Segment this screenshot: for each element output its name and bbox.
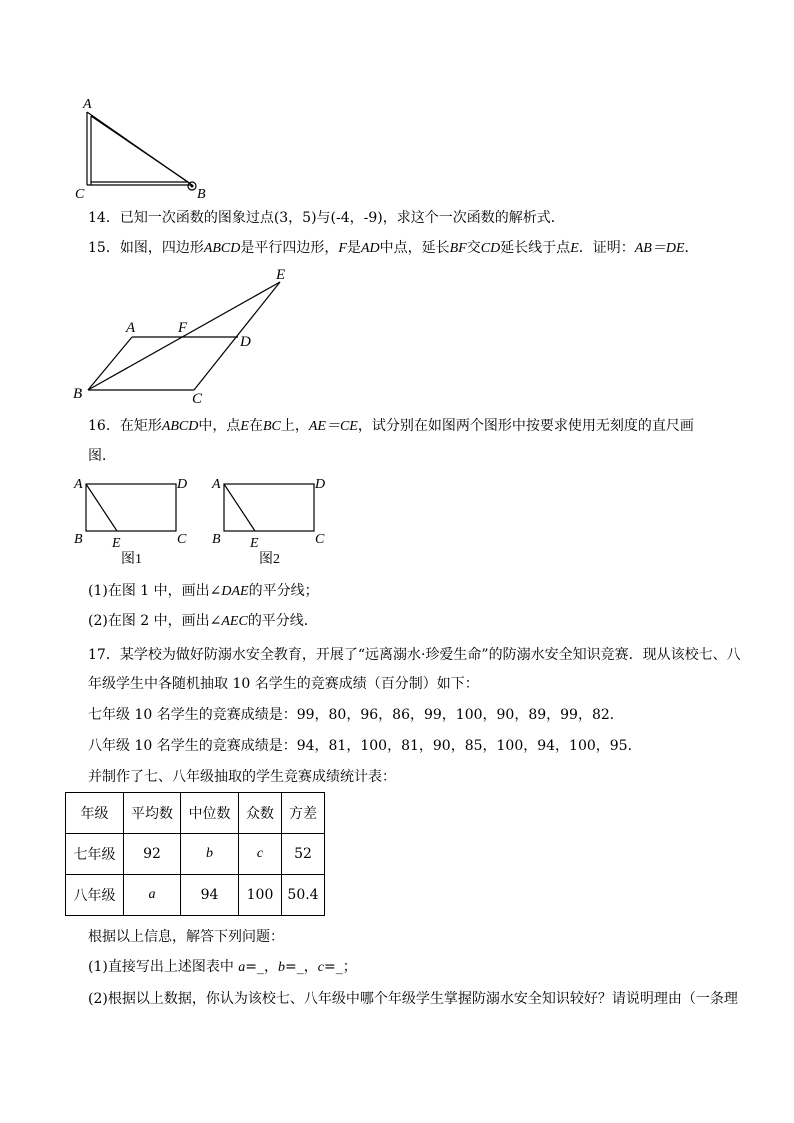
caption-fig2: 图2 xyxy=(259,552,280,567)
q17-var-a: a xyxy=(238,960,246,975)
q15-t5: 交 xyxy=(466,240,481,256)
rectangle-abcd xyxy=(224,484,314,531)
label-e: E xyxy=(250,536,259,551)
q15-t2: 是平行四边形， xyxy=(240,240,339,256)
cell-mean: a xyxy=(124,875,181,916)
q17-p1c: =_， xyxy=(245,959,279,975)
q15-cd: CD xyxy=(480,241,501,256)
q16-eq: AE＝CE xyxy=(308,419,358,434)
q16-figure-1 xyxy=(70,472,195,567)
q17-stats-table xyxy=(65,792,325,916)
q17-grade8-scores: 八年级 10 名学生的竞赛成绩是：94，81，100，81，90，85，100，94，100，95． xyxy=(88,738,642,754)
q16-p2c: 的平分线． xyxy=(247,613,318,629)
label-a: A xyxy=(212,477,221,492)
q16-p1-angle: ∠DAE xyxy=(209,584,249,599)
label-b: B xyxy=(212,532,221,547)
q16-t1: 16．在矩形 xyxy=(88,418,162,434)
q15-f: F xyxy=(338,241,347,256)
q15-t6: 延长线于点 xyxy=(500,240,571,256)
q16-p2a: (2)在图 2 中，画出 xyxy=(88,613,210,629)
q15-parallelogram-figure xyxy=(68,262,308,407)
q15-ad: AD xyxy=(360,241,380,256)
label-c: C xyxy=(315,532,325,547)
q16-t2: 中，点 xyxy=(198,418,241,434)
q15-t7: ．证明： xyxy=(578,240,635,256)
q16-figure-2 xyxy=(208,472,333,567)
table-header-row xyxy=(66,793,325,834)
q16-p2-angle: ∠AEC xyxy=(209,614,248,629)
label-e: E xyxy=(276,267,286,283)
q15-text xyxy=(88,239,699,258)
header-median: 中位数 xyxy=(181,793,239,834)
q17-p1g: =_； xyxy=(323,959,357,975)
pin-b-inner xyxy=(191,185,194,188)
label-c: C xyxy=(75,187,85,202)
q16-p1a: (1)在图 1 中，画出 xyxy=(88,583,210,599)
q17-intro-line1: 17．某学校为做好防溺水安全教育，开展了“远离溺水·珍爱生命”的防溺水安全知识竞赛．现从该校七、八 xyxy=(88,647,741,663)
q17-grade7-scores: 七年级 10 名学生的竞赛成绩是：99，80，96，86，99，100，90，89，99，82． xyxy=(88,707,624,723)
segment-ae xyxy=(224,484,255,531)
q16-bc: BC xyxy=(262,419,281,434)
q15-t1: 15．如图，四边形 xyxy=(88,240,204,256)
q16-t4: 上， xyxy=(280,418,309,434)
label-e: E xyxy=(112,536,121,551)
q17-part2: (2)根据以上数据，你认为该校七、八年级中哪个年级学生掌握防溺水安全知识较好？请说明理由（一条理 xyxy=(88,991,738,1007)
cell-mode: 100 xyxy=(239,875,282,916)
cell-variance: 52 xyxy=(282,834,325,875)
cell-median: b xyxy=(181,834,239,875)
q16-text xyxy=(88,417,694,436)
cell-variance: 50.4 xyxy=(282,875,325,916)
q17-p1e: =_， xyxy=(285,959,318,975)
q17-p1a: (1)直接写出上述图表中 xyxy=(88,959,239,975)
q16-part1 xyxy=(88,582,319,601)
rectangle-abcd xyxy=(86,484,176,531)
table-row xyxy=(66,875,325,916)
label-d: D xyxy=(177,477,188,492)
q16-abcd: ABCD xyxy=(161,419,199,434)
q17-table-intro: 并制作了七、八年级抽取的学生竞赛成绩统计表： xyxy=(88,769,396,785)
q16-t3: 在 xyxy=(248,418,263,434)
label-c: C xyxy=(177,532,187,547)
q17-part1 xyxy=(88,958,357,977)
edge-ab-inner xyxy=(91,116,188,182)
cell-median: 94 xyxy=(181,875,239,916)
header-grade: 年级 xyxy=(66,793,124,834)
q15-t3: 是 xyxy=(346,240,361,256)
label-a: A xyxy=(74,477,83,492)
q17-var-c: c xyxy=(317,960,324,975)
cell-grade: 七年级 xyxy=(66,834,124,875)
cell-mode: c xyxy=(239,834,282,875)
q15-bf: BF xyxy=(449,241,467,256)
cell-mean: 92 xyxy=(124,834,181,875)
q15-t4: 中点，延长 xyxy=(379,240,450,256)
q17-var-b: b xyxy=(278,960,286,975)
edge-ab xyxy=(88,337,132,390)
label-b: B xyxy=(197,187,206,202)
q16-t5: ，试分别在如图两个图形中按要求使用无刻度的直尺画 xyxy=(357,418,694,434)
label-a: A xyxy=(83,97,92,112)
q15-t8: ． xyxy=(684,240,699,256)
edge-cd-extended xyxy=(194,282,280,390)
q16-part2 xyxy=(88,612,318,631)
q15-e: E xyxy=(570,241,579,256)
header-mode: 众数 xyxy=(239,793,282,834)
header-variance: 方差 xyxy=(282,793,325,834)
segment-ae xyxy=(86,484,117,531)
q14-text: 14．已知一次函数的图象过点(3，5)与(-4，-9)，求这个一次函数的解析式． xyxy=(88,210,565,226)
label-b: B xyxy=(73,386,83,402)
q15-abcd: ABCD xyxy=(203,241,241,256)
label-a: A xyxy=(126,320,136,336)
label-c: C xyxy=(192,391,203,407)
header-mean: 平均数 xyxy=(124,793,181,834)
label-f: F xyxy=(178,320,188,336)
label-b: B xyxy=(74,532,83,547)
q16-text-line2: 图． xyxy=(88,448,116,464)
q16-p1c: 的平分线； xyxy=(248,583,319,599)
cell-grade: 八年级 xyxy=(66,875,124,916)
label-d: D xyxy=(315,477,326,492)
label-d: D xyxy=(240,334,251,350)
q13-triangle-figure xyxy=(70,92,210,202)
caption-fig1: 图1 xyxy=(121,552,142,567)
q16-e: E xyxy=(240,419,249,434)
q17-intro-line2: 年级学生中各随机抽取 10 名学生的竞赛成绩（百分制）如下： xyxy=(88,676,479,692)
segment-be xyxy=(88,282,280,390)
table-row xyxy=(66,834,325,875)
q17-after-table: 根据以上信息，解答下列问题： xyxy=(88,929,284,945)
q15-eq: AB＝DE xyxy=(634,241,685,256)
